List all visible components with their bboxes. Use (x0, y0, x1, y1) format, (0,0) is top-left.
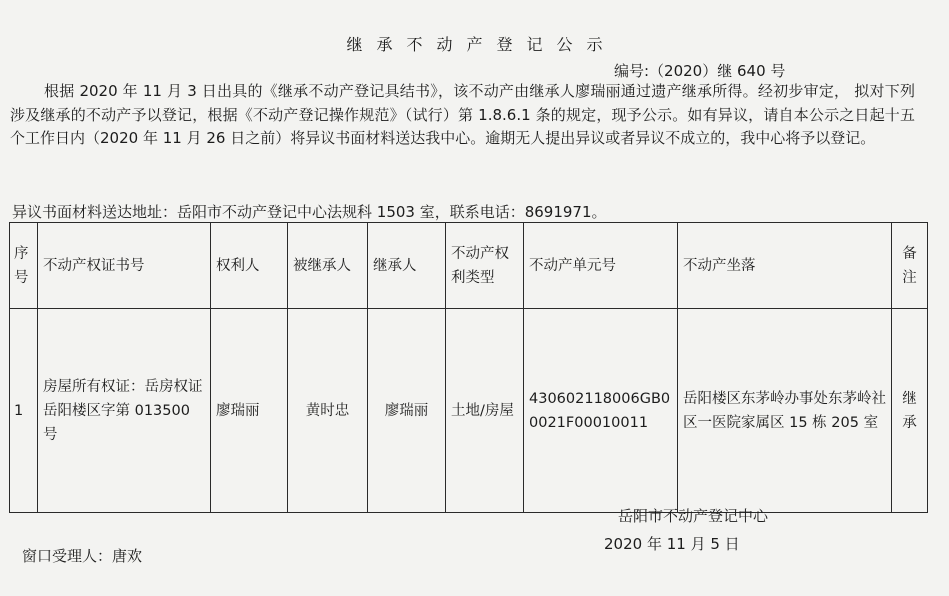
cell-heir: 廖瑞丽 (368, 309, 446, 513)
header-heir: 继承人 (368, 223, 446, 309)
issue-date: 2020 年 11 月 5 日 (604, 535, 740, 553)
notice-paragraph: 根据 2020 年 11 月 3 日出具的《继承不动产登记具结书》，该不动产由继承人廖瑞丽通过遗产继承所得。经初步审定， 拟对下列涉及继承的不动产予以登记，根据《不动产登记操作规范》（试行）第 1.8.6.1 条的规定，现予公示。如有异议，请自本公示之日起十五个工作日内（2020 年 11 月 26 日之前）将异议书面材料送达我中心。逾期无人提出异议或者异议不成立的，我中心将予以登记。 (10, 82, 915, 147)
registration-table (9, 222, 928, 513)
cell-seq: 1 (10, 309, 38, 513)
cell-decedent: 黄时忠 (288, 309, 368, 513)
header-unit-no: 不动产单元号 (524, 223, 678, 309)
document-number: 编号:（2020）继 640 号 (614, 62, 786, 80)
header-holder: 权利人 (211, 223, 288, 309)
header-seq: 序号 (10, 223, 38, 309)
issuing-organization: 岳阳市不动产登记中心 (618, 507, 769, 525)
header-location: 不动产坐落 (678, 223, 892, 309)
cell-location: 岳阳楼区东茅岭办事处东茅岭社区一医院家属区 15 栋 205 室 (678, 309, 892, 513)
cell-unit-no: 430602118006GB00021F00010011 (524, 309, 678, 513)
window-receiver: 窗口受理人：唐欢 (22, 547, 143, 565)
cell-holder: 廖瑞丽 (211, 309, 288, 513)
header-remark: 备注 (892, 223, 928, 309)
objection-address: 异议书面材料送达地址：岳阳市不动产登记中心法规科 1503 室，联系电话：8691971。 (12, 203, 607, 221)
table-row (10, 309, 928, 513)
header-cert: 不动产权证书号 (38, 223, 211, 309)
cell-remark: 继承 (892, 309, 928, 513)
cell-right-type: 土地/房屋 (446, 309, 524, 513)
cell-cert: 房屋所有权证：岳房权证岳阳楼区字第 013500 号 (38, 309, 211, 513)
header-right-type: 不动产权利类型 (446, 223, 524, 309)
table-header-row (10, 223, 928, 309)
page-title: 继承不动产登记公示 (346, 35, 617, 54)
header-decedent: 被继承人 (288, 223, 368, 309)
